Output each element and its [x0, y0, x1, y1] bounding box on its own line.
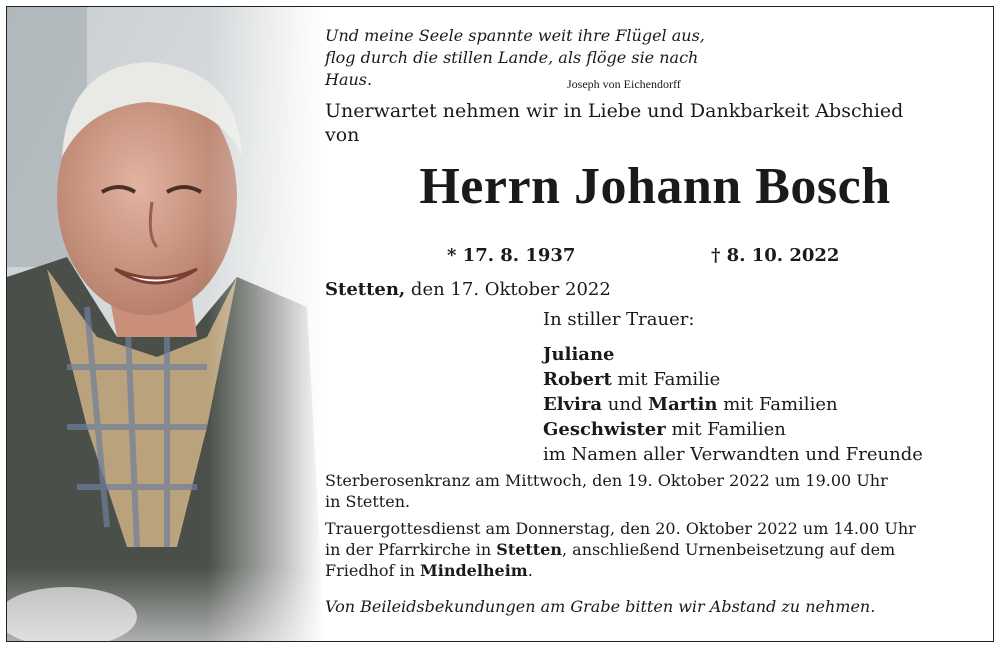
funeral-line-3-a: Friedhof in	[325, 561, 421, 580]
mourner-5: im Namen aller Verwandten und Freunde	[543, 444, 923, 465]
funeral-church-town: Stetten	[496, 540, 562, 559]
deceased-name: Herrn Johann Bosch	[419, 158, 891, 215]
funeral-line-2-c: , anschließend Urnenbeisetzung auf dem	[561, 540, 896, 559]
closing-note: Von Beileidsbekundungen am Grabe bitten wir Abstand zu nehmen.	[325, 597, 876, 616]
rosary-line-1: Sterberosenkranz am Mittwoch, den 19. Oktober 2022 um 19.00 Uhr	[325, 471, 888, 490]
funeral-line-2-a: in der Pfarrkirche in	[325, 540, 497, 559]
photo-fade-bottom	[7, 567, 325, 641]
mourners-heading: In stiller Trauer:	[543, 309, 695, 330]
mourners-list	[543, 307, 923, 467]
funeral-line-2	[325, 539, 985, 560]
funeral-line-1: Trauergottesdienst am Donnerstag, den 20. Oktober 2022 um 14.00 Uhr	[325, 519, 916, 538]
intro-text	[325, 99, 965, 147]
mourner-2-rest: mit Familie	[611, 369, 721, 390]
birth-date: * 17. 8. 1937	[447, 245, 576, 266]
mourner-3	[543, 392, 923, 417]
mourner-1-name: Juliane	[543, 344, 615, 365]
mourner-2-name: Robert	[543, 369, 612, 390]
mourner-3-mid: und	[602, 394, 649, 415]
obituary-notice	[6, 6, 994, 642]
funeral-line-3	[325, 560, 985, 581]
cemetery-town: Mindelheim	[420, 561, 528, 580]
mourner-4	[543, 417, 923, 442]
mourner-3-rest: mit Familien	[717, 394, 838, 415]
rosary-line-2: in Stetten.	[325, 492, 411, 511]
funeral-line-3-c: .	[527, 561, 533, 580]
portrait-photo	[7, 7, 325, 641]
mourner-4-name: Geschwister	[543, 419, 666, 440]
mourner-3-name-b: Martin	[648, 394, 718, 415]
mourner-2	[543, 367, 923, 392]
poem-line-2: flog durch die stillen Lande, als flöge sie nach Haus.	[325, 48, 699, 89]
poem-author: Joseph von Eichendorff	[567, 77, 681, 91]
mourner-4-rest: mit Familien	[665, 419, 786, 440]
intro-line-2: von	[325, 124, 360, 146]
photo-fade-right	[207, 7, 325, 641]
poem-line-1: Und meine Seele spannte weit ihre Flügel aus,	[325, 26, 705, 45]
funeral-service	[325, 518, 985, 581]
mourner-1	[543, 342, 923, 367]
mourner-3-name-a: Elvira	[543, 394, 603, 415]
rosary-service	[325, 470, 985, 512]
poem-quote	[325, 25, 745, 91]
place-date	[325, 279, 611, 300]
intro-line-1: Unerwartet nehmen wir in Liebe und Dankbarkeit Abschied	[325, 100, 904, 122]
death-date: † 8. 10. 2022	[711, 245, 840, 266]
place-date-text: den 17. Oktober 2022	[405, 279, 611, 300]
place-town: Stetten,	[325, 279, 406, 300]
